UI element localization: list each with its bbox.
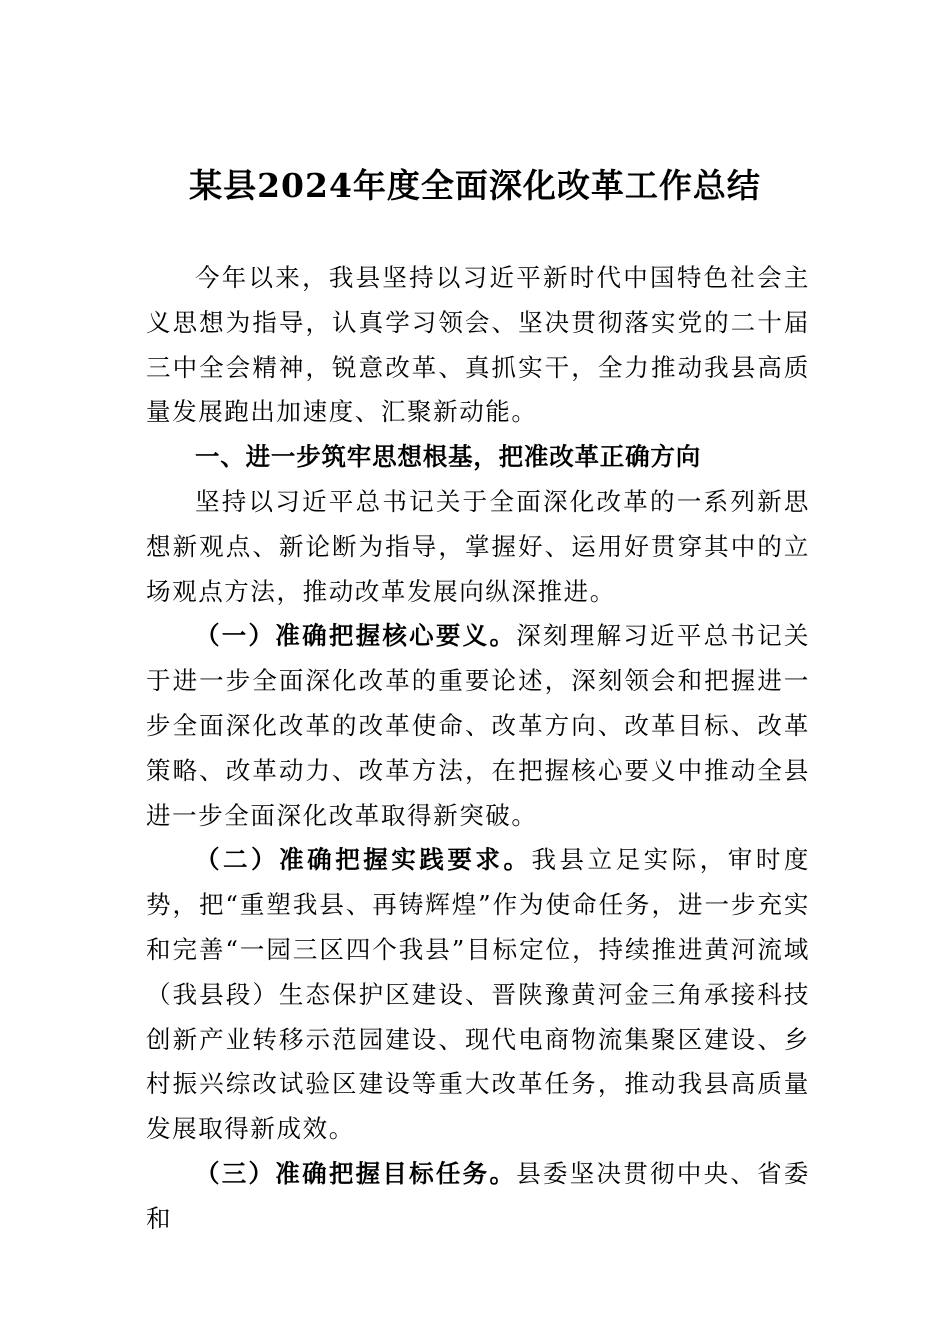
subsection-1-heading: （一）准确把握核心要义。 <box>195 621 517 651</box>
subsection-2-text: 我县立足实际，审时度势，把“重塑我县、再铸辉煌”作为使命任务，进一步充实和完善“一园三区四个我县”目标定位，持续推进黄河流域（我县段）生态保护区建设、晋陕豫黄河金三角承接科技创新产业转移示范园建设、现代电商物流集聚区建设、乡村振兴综改试验区建设等重大改革任务，推动我县高质量发展取得新成效。 <box>146 845 810 1144</box>
subsection-3-paragraph <box>146 1152 810 1242</box>
section-1-paragraph <box>146 480 810 614</box>
subsection-3-text: 县委坚决贯彻中央、省委和 <box>146 1158 810 1233</box>
subsection-2-paragraph <box>146 838 810 1152</box>
subsection-1-text: 深刻理解习近平总书记关于进一步全面深化改革的重要论述，深刻领会和把握进一步全面深化改革的改革使命、改革方向、改革目标、改革策略、改革动力、改革方法，在把握核心要义中推动全县进一步全面深化改革取得新突破。 <box>146 621 810 830</box>
intro-paragraph <box>146 256 810 435</box>
intro-paragraph-text: 今年以来，我县坚持以习近平新时代中国特色社会主义思想为指导，认真学习领会、坚决贯彻落实党的二十届三中全会精神，锐意改革、真抓实干，全力推动我县高质量发展跑出加速度、汇聚新动能。 <box>146 263 810 427</box>
subsection-1-paragraph <box>146 614 810 838</box>
document-body <box>146 256 810 1242</box>
section-heading-1: 一、进一步筑牢思想根基，把准改革正确方向 <box>195 442 701 472</box>
subsection-2-heading: （二）准确把握实践要求。 <box>195 845 532 875</box>
subsection-3-heading: （三）准确把握目标任务。 <box>195 1158 517 1188</box>
section-1-paragraph-text: 坚持以习近平总书记关于全面深化改革的一系列新思想新观点、新论断为指导，掌握好、运用好贯穿其中的立场观点方法，推动改革发展向纵深推进。 <box>146 486 810 606</box>
document-title: 某县2024年度全面深化改革工作总结 <box>189 166 761 205</box>
